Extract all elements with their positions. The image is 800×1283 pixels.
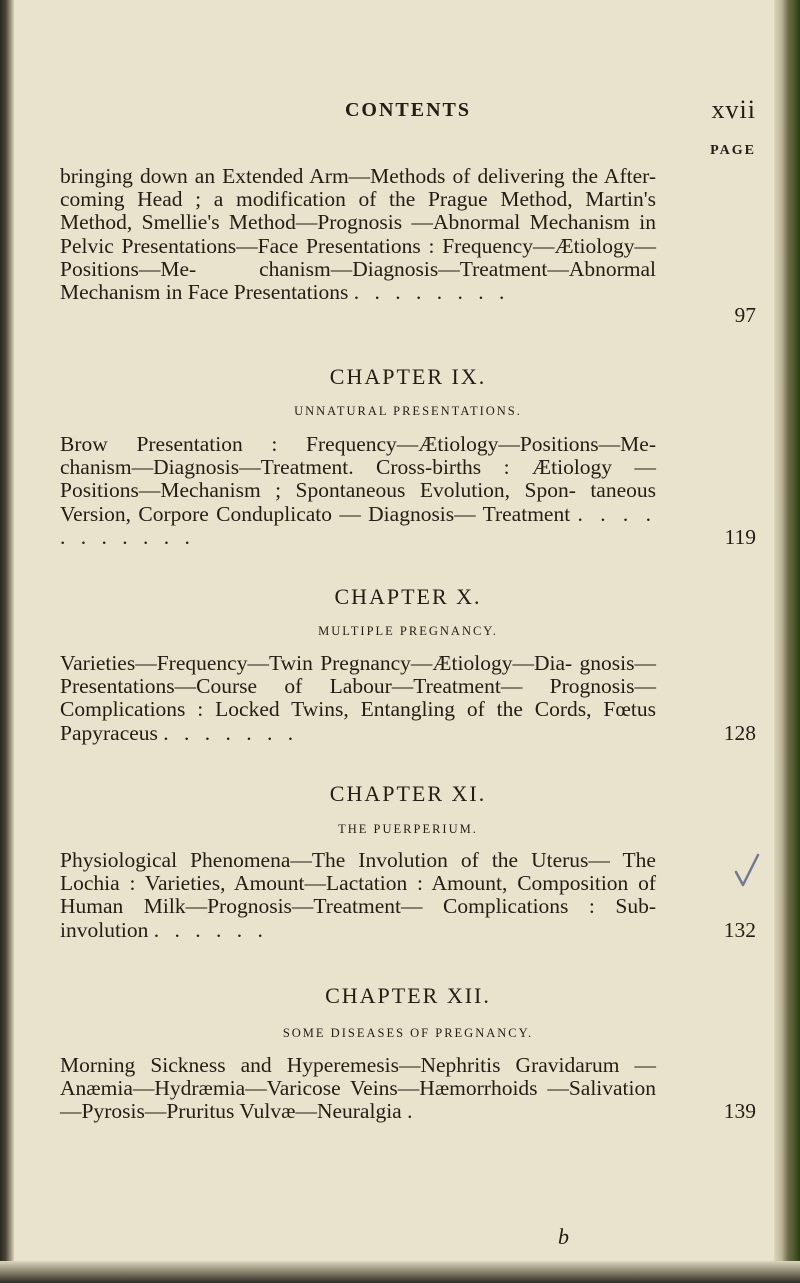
chapter-heading: CHAPTER XI. [329, 781, 487, 806]
entry-line: chanism—Diagnosis—Treatment. Cross-births : Ætiology [60, 455, 613, 480]
entry-line: bringing down an Extended Arm—Methods of delivering [60, 164, 565, 188]
entry-line: Varieties—Frequency—Twin Pregnancy—Ætiology—Dia- [60, 651, 573, 675]
entry-page-number: 139 [723, 1099, 756, 1123]
entry-page-number: 97 [734, 303, 756, 327]
entry-line: taneous Version, Corpore Conduplicato — Diagnosis— [60, 478, 656, 526]
dot-leaders: . . . . . . [153, 917, 268, 942]
chapter-heading: CHAPTER IX. [329, 364, 487, 389]
entry-line: the After-coming Head ; a modification of the Prague [60, 164, 657, 212]
entry-line: Complications : Sub-involution [60, 894, 656, 942]
entry-page-number: 132 [723, 918, 756, 942]
entry-line: —Salivation—Pyrosis—Pruritus Vulvæ—Neuralgia [60, 1076, 656, 1124]
entry-line: Morning Sickness and Hyperemesis—Nephritis Gravidarum [60, 1053, 620, 1077]
running-title: CONTENTS [344, 99, 472, 121]
chapter-entry [60, 652, 656, 745]
chapter-heading: CHAPTER XII. [325, 983, 491, 1008]
pencil-check-mark-icon [733, 852, 761, 892]
entry-line: in Face Presentations [165, 280, 349, 305]
dot-leaders: . . . . . . . [163, 720, 299, 745]
entry-line: Method, Martin's Method, Smellie's Method—Prognosis [60, 187, 657, 235]
dot-leaders: . [407, 1099, 418, 1124]
entry-page-number: 119 [724, 525, 756, 549]
chapter-subject: UNNATURAL PRESENTATIONS. [294, 404, 522, 418]
contents-page [60, 0, 756, 1283]
dot-leaders: . . . . . . . . [353, 280, 510, 305]
entry-line: Presentations : Frequency—Ætiology—Positions—Me- [60, 233, 657, 281]
chapter-entry [60, 849, 656, 942]
entry-line: Brow Presentation : Frequency—Ætiology—Positions—Me- [60, 432, 656, 456]
entry-line: Treatment [482, 501, 571, 526]
book-gutter-shadow [0, 0, 14, 1283]
chapter-entry [60, 433, 656, 549]
entry-line: —Positions—Mechanism ; Spontaneous Evolution, Spon- [60, 455, 656, 503]
entry-page-number: 128 [723, 721, 756, 745]
entry-line: gnosis—Presentations—Course of Labour—Treatment— [60, 651, 656, 699]
chapter-entry [60, 1054, 656, 1124]
signature-mark: b [558, 1224, 569, 1249]
book-edge-right [774, 0, 800, 1283]
entry-line: chanism—Diagnosis—Treatment—Abnormal Mechanism [60, 256, 656, 305]
entry-line: Physiological Phenomena—The Involution of the Uterus— [60, 848, 610, 872]
chapter-heading: CHAPTER X. [334, 584, 482, 609]
chapter-subject: SOME DISEASES OF PREGNANCY. [282, 1026, 534, 1040]
continued-entry [60, 165, 656, 304]
entry-line: —Anæmia—Hydræmia—Varicose Veins—Hæmorrhoids [60, 1053, 656, 1101]
page-column-label: PAGE [710, 143, 756, 158]
entry-line: the Cords, Fœtus Papyraceus [60, 697, 657, 745]
running-head [60, 95, 756, 131]
dot-leaders: . . . . . . . . . . . [60, 501, 656, 549]
entry-line: The Lochia : Varieties, Amount—Lactation : Amount, [60, 848, 656, 896]
entry-line: Composition of Human Milk—Prognosis—Treatment— [60, 871, 656, 919]
page-number: xvii [711, 95, 756, 124]
chapter-subject: THE PUERPERIUM. [338, 822, 478, 836]
chapter-subject: MULTIPLE PREGNANCY. [318, 624, 498, 638]
entry-line: —Abnormal Mechanism in Pelvic Presentations—Face [60, 210, 656, 258]
entry-line: Prognosis—Complications : Locked Twins, Entangling of [60, 674, 656, 722]
